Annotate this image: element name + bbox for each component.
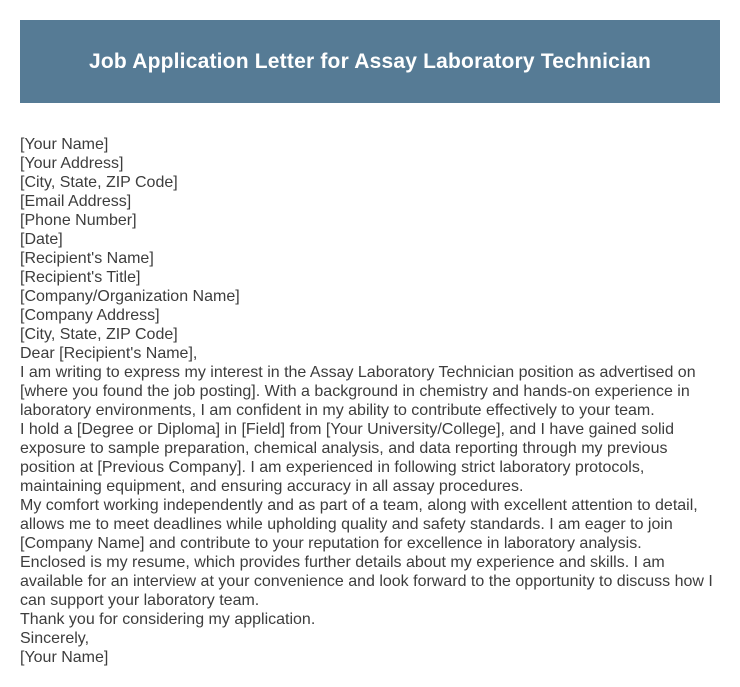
page-title: Job Application Letter for Assay Laboratory Technician xyxy=(89,49,651,73)
letter-paragraph: Enclosed is my resume, which provides further details about my experience and skills. I am available for an interview at your convenience and look forward to the opportunity to discuss how I can support your laboratory team. xyxy=(20,554,713,609)
salutation: Dear [Recipient's Name], xyxy=(20,345,198,362)
address-line: [City, State, ZIP Code] xyxy=(20,326,178,343)
address-line: [Company/Organization Name] xyxy=(20,288,240,305)
address-line: [Date] xyxy=(20,231,63,248)
address-line: [Recipient's Title] xyxy=(20,269,141,286)
signature: [Your Name] xyxy=(20,649,109,666)
letter-paragraph: I am writing to express my interest in the Assay Laboratory Technician position as advertised on [where you found the job posting]. With a background in chemistry and hands-on experience in laboratory environments, I am confident in my ability to contribute effectively to your team. xyxy=(20,364,696,419)
signoff: Sincerely, xyxy=(20,630,90,647)
address-line: [Your Address] xyxy=(20,155,124,172)
address-line: [Your Name] xyxy=(20,136,109,153)
letter-paragraph: My comfort working independently and as part of a team, along with excellent attention to detail, allows me to meet deadlines while upholding quality and safety standards. I am eager to join [Company Name] and contribute to your reputation for excellence in laboratory analysis. xyxy=(20,497,698,552)
address-line: [Email Address] xyxy=(20,193,132,210)
letter-body xyxy=(20,135,722,667)
address-line: [Recipient's Name] xyxy=(20,250,154,267)
letter-paragraph: I hold a [Degree or Diploma] in [Field] from [Your University/College], and I have gained solid exposure to sample preparation, chemical analysis, and data reporting through my previous position at [Previous Company]. I am experienced in following strict laboratory protocols, maintaining equipment, and ensuring accuracy in all assay procedures. xyxy=(20,421,674,495)
address-line: [Company Address] xyxy=(20,307,160,324)
address-line: [Phone Number] xyxy=(20,212,137,229)
address-line: [City, State, ZIP Code] xyxy=(20,174,178,191)
letter-title-banner xyxy=(20,20,720,103)
letter-paragraph: Thank you for considering my application. xyxy=(20,611,316,628)
sender-recipient-block xyxy=(20,135,722,344)
letter-paragraphs xyxy=(20,363,722,629)
